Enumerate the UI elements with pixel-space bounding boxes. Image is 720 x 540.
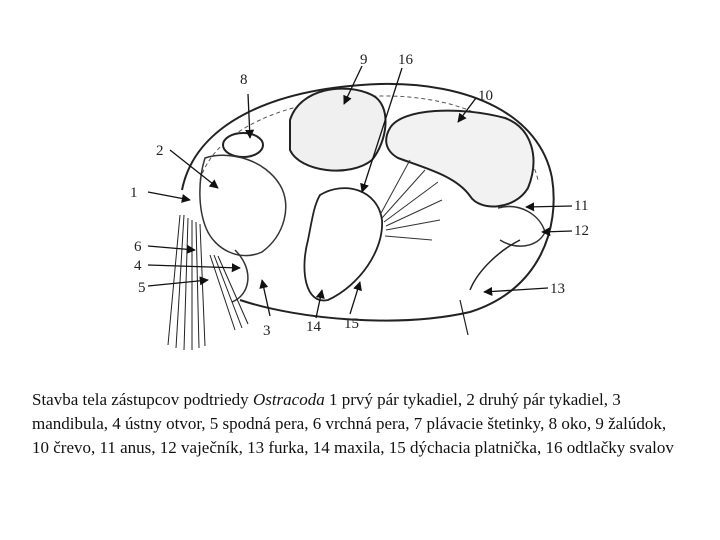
label-12: 12: [574, 223, 589, 239]
figure-caption: [32, 388, 682, 460]
label-8: 8: [240, 72, 248, 88]
stomach: [290, 89, 386, 171]
label-3: 3: [263, 323, 271, 339]
label-4: 4: [134, 258, 142, 274]
eye: [223, 133, 263, 157]
caption-prefix: Stavba tela zástupcov podtriedy: [32, 390, 253, 409]
caption-body: 1 prvý pár tykadiel, 2 druhý pár tykadiel, 3 mandibula, 4 ústny otvor, 5 spodná pera, 6 vrchná pera, 7 plávacie štetinky, 8 oko, 9 žalúdok, 10 črevo, 11 anus, 12 vaječník, 13 furka, 14 maxila, 15 dýchacia platnička, 16 odtlačky svalov: [32, 390, 674, 457]
label-5: 5: [138, 280, 146, 296]
furca: [470, 240, 520, 290]
ovary: [498, 207, 545, 247]
label-1: 1: [130, 185, 138, 201]
label-13: 13: [550, 281, 565, 297]
label-2: 2: [156, 143, 164, 159]
label-14: 14: [306, 319, 321, 335]
label-6: 6: [134, 239, 142, 255]
furca-spine: [460, 300, 468, 335]
label-15: 15: [344, 316, 359, 332]
intestine: [386, 111, 533, 207]
label-10: 10: [478, 88, 493, 104]
fan-bristles: [380, 160, 442, 240]
label-11: 11: [574, 198, 589, 214]
label-9: 9: [360, 52, 368, 68]
head-region: [200, 155, 286, 255]
ostracoda-diagram: [120, 40, 600, 360]
respiratory-plate: [304, 188, 382, 300]
label-16: 16: [398, 52, 413, 68]
caption-taxon: Ostracoda: [252, 390, 325, 409]
